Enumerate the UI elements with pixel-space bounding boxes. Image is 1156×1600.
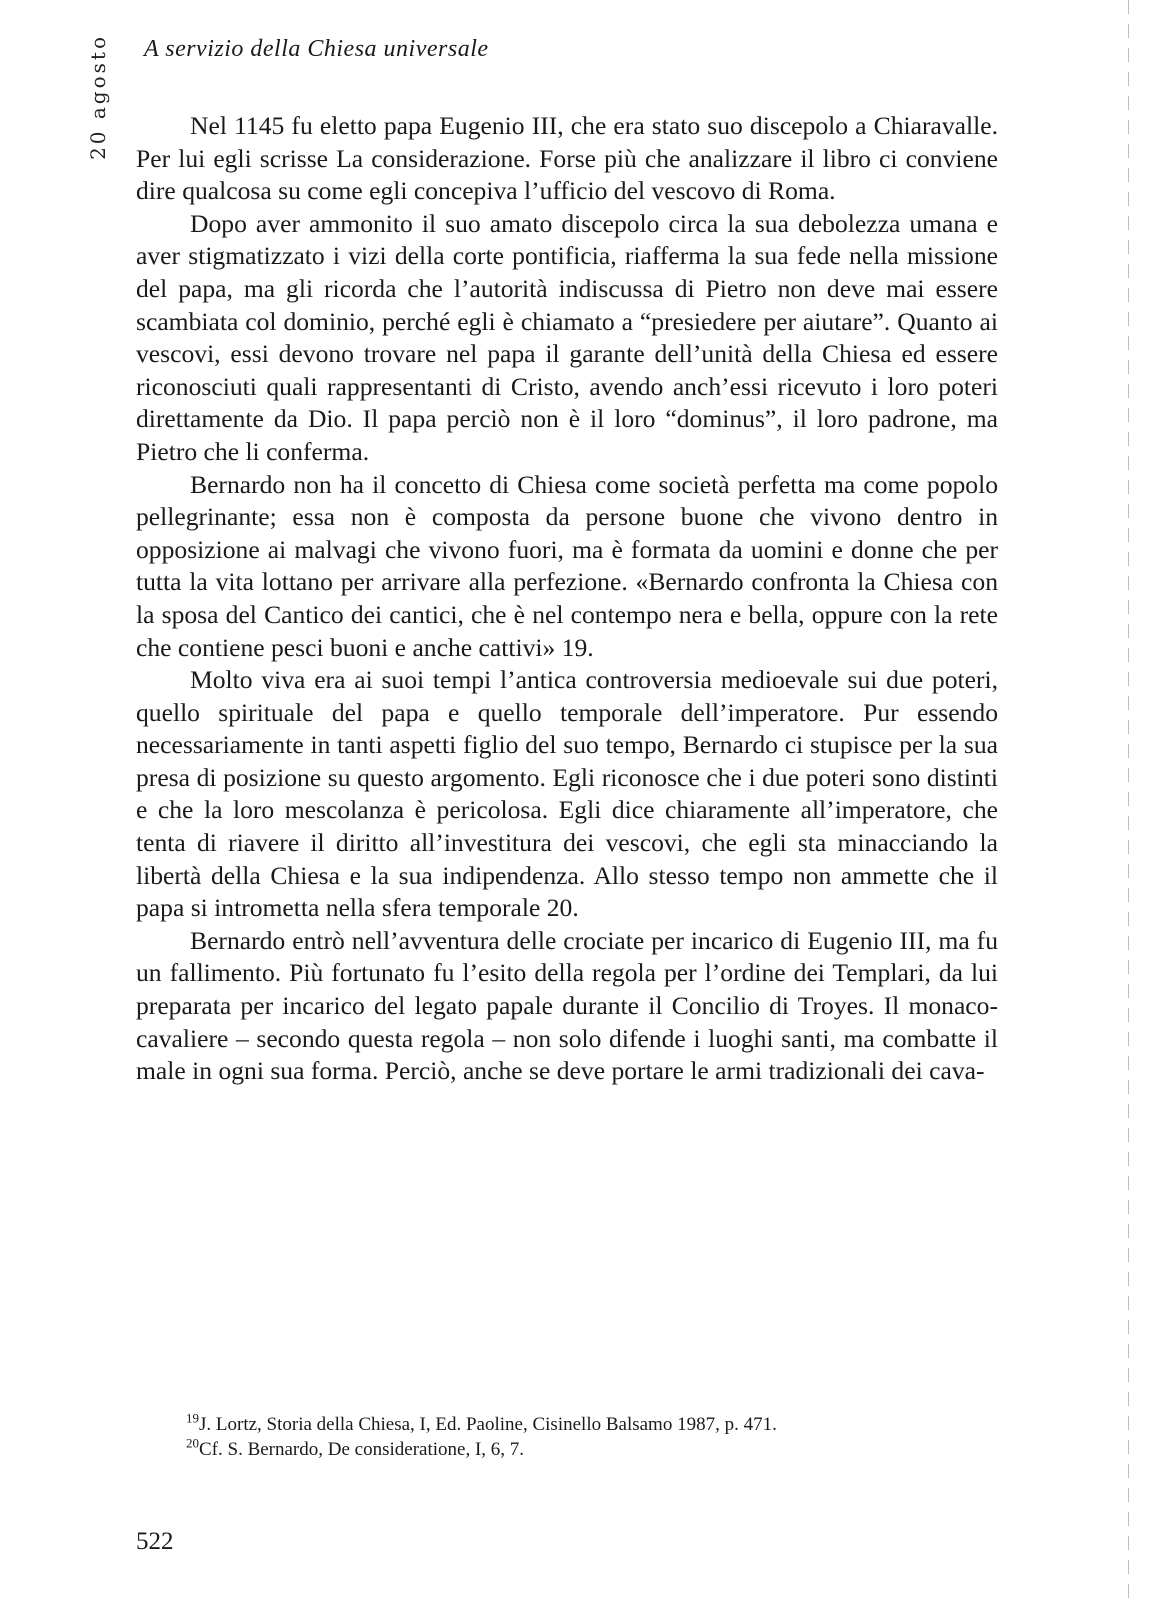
footnote (186, 1412, 1006, 1437)
paragraph: Dopo aver ammonito il suo amato discepolo circa la sua debolezza umana e aver stigmatizzato i vizi della corte pontificia, riafferma la sua fede nella missione del papa, ma gli ricorda che l’autorità indiscussa di Pietro non deve mai essere scambiata col dominio, perché egli è chiamato a “presiedere per aiutare”. Quanto ai vescovi, essi devono trovare nel papa il garante dell’unità della Chiesa ed essere riconosciuti quali rappresentanti di Cristo, avendo anch’essi ricevuto i loro poteri direttamente da Dio. Il papa perciò non è il loro “dominus”, il loro padrone, ma Pietro che li conferma. (136, 208, 998, 466)
running-head: A servizio della Chiesa universale (144, 36, 489, 62)
paragraph: Bernardo non ha il concetto di Chiesa come società perfetta ma come popolo pellegrinante; essa non è composta da persone buone che vivono dentro in opposizione ai malvagi che vivono fuori, ma è formata da uomini e donne che per tutta la vita lottano per arrivare alla perfezione. «Bernardo confronta la Chiesa con la sposa del Cantico dei cantici, che è nel contempo nera e bella, oppure con la rete che contiene pesci buoni e anche cattivi» 19. (136, 469, 998, 662)
footnote-mark: 19 (186, 1410, 199, 1426)
footnote-text: J. Lortz, Storia della Chiesa, I, Ed. Paoline, Cisinello Balsamo 1987, p. 471. (199, 1414, 777, 1435)
footnote (186, 1437, 1006, 1462)
footnote-mark: 20 (186, 1435, 199, 1451)
body-text (136, 110, 998, 1088)
page-edge-line (1128, 0, 1129, 1600)
paragraph: Nel 1145 fu eletto papa Eugenio III, che era stato suo discepolo a Chiaravalle. Per lui egli scrisse La considerazione. Forse più che analizzare il libro ci conviene dire qualcosa su come egli concepiva l’ufficio del vescovo di Roma. (136, 111, 998, 206)
page-number: 522 (136, 1528, 174, 1555)
footnotes (186, 1412, 1006, 1462)
paragraph: Bernardo entrò nell’avventura delle crociate per incarico di Eugenio III, ma fu un fallimento. Più fortunato fu l’esito della regola per l’ordine dei Templari, da lui preparata per incarico del legato papale durante il Concilio di Troyes. Il monaco-cavaliere – secondo questa regola – non solo difende i luoghi santi, ma combatte il male in ogni sua forma. Perciò, anche se deve portare le armi tradizionali dei cava- (136, 925, 998, 1086)
side-date-label: 20 agosto (86, 34, 110, 160)
paragraph: Molto viva era ai suoi tempi l’antica controversia medioevale sui due poteri, quello spirituale del papa e quello temporale dell’imperatore. Pur essendo necessariamente in tanti aspetti figlio del suo tempo, Bernardo ci stupisce per la sua presa di posizione su questo argomento. Egli riconosce che i due poteri sono distinti e che la loro mescolanza è pericolosa. Egli dice chiaramente all’imperatore, che tenta di riavere il diritto all’investitura dei vescovi, che egli sta minacciando la libertà della Chiesa e la sua indipendenza. Allo stesso tempo non ammette che il papa si intrometta nella sfera temporale 20. (136, 665, 998, 923)
footnote-text: Cf. S. Bernardo, De consideratione, I, 6, 7. (199, 1439, 525, 1460)
